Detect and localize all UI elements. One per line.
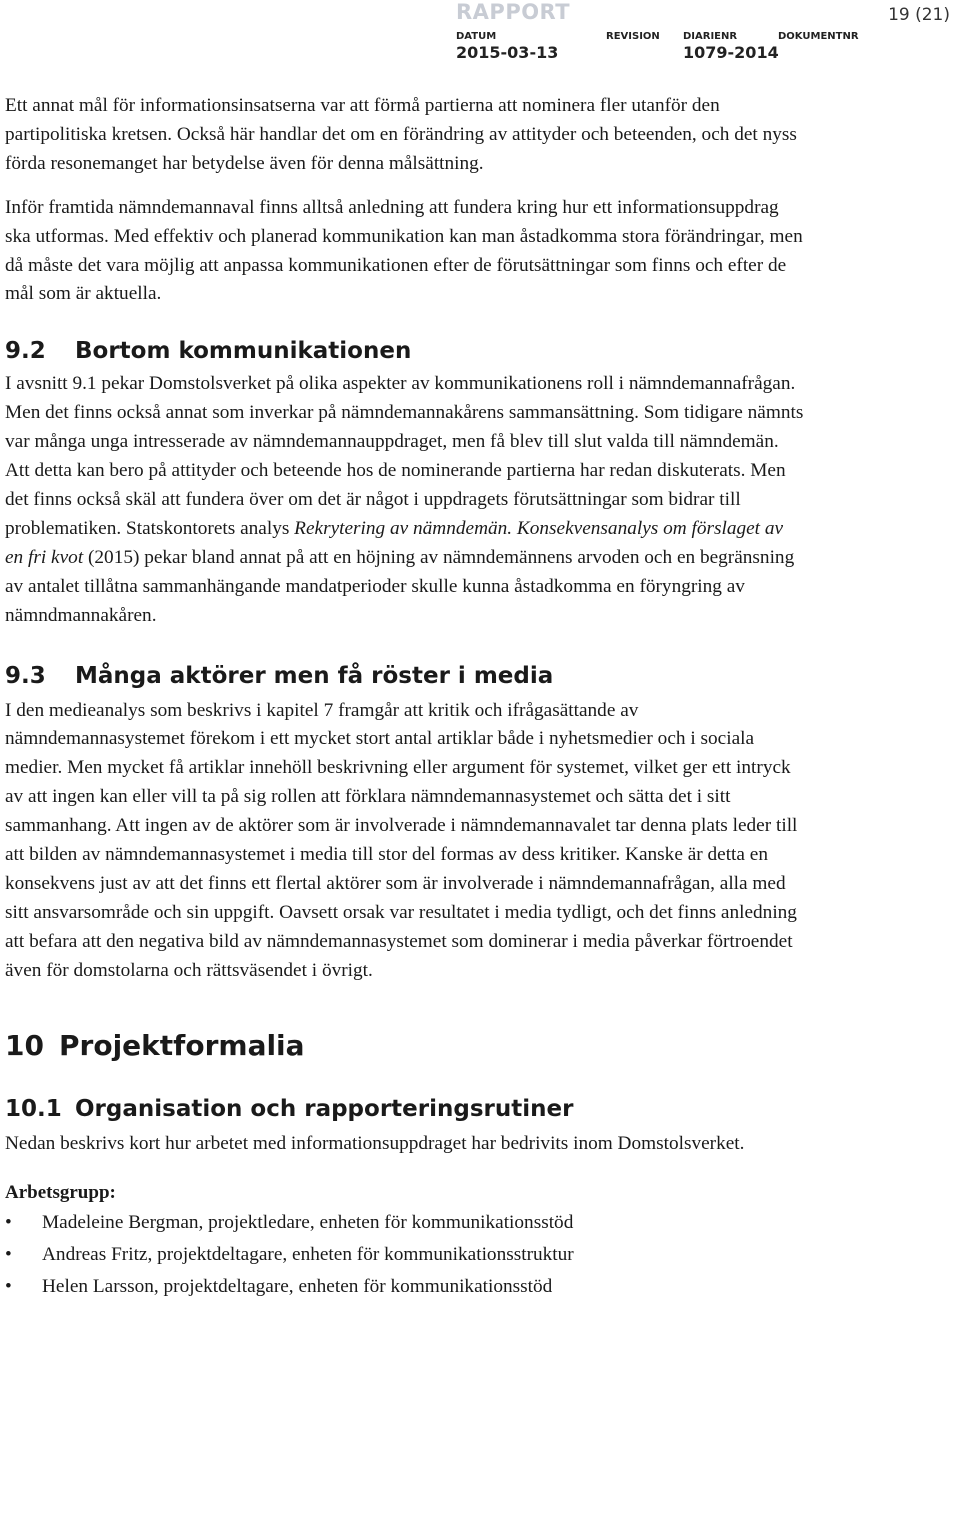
diarienr-label: DIARIENR [683, 31, 738, 42]
paragraph-3-italic-title: Rekrytering av nämndemän. Konsekvensanalys om förslaget av en fri kvot [5, 517, 784, 568]
paragraph-5: Nedan beskrivs kort hur arbetet med informationsuppdraget har bedrivits inom Domstolsverket. [5, 1132, 745, 1154]
group-label: Arbetsgrupp: [5, 1182, 116, 1204]
section-number: 10.1 [5, 1095, 62, 1122]
diarienr-value: 1079-2014 [683, 43, 779, 62]
section-number: 9.3 [5, 662, 46, 689]
section-title: Bortom kommunikationen [75, 338, 412, 365]
chapter-title: Projektformalia [59, 1028, 305, 1062]
section-title: Många aktörer men få röster i media [75, 662, 554, 689]
report-title: RAPPORT [456, 0, 571, 24]
dokumentnr-label: DOKUMENTNR [778, 31, 859, 42]
revision-label: REVISION [606, 31, 660, 42]
document-body [5, 92, 805, 1303]
section-number: 9.2 [5, 338, 46, 365]
member-text: Andreas Fritz, projektdeltagare, enheten för kommunikationsstruktur [42, 1244, 574, 1266]
datum-label: DATUM [456, 31, 497, 42]
list-item [5, 1271, 805, 1303]
paragraph-1: Ett annat mål för informationsinsatserna var att förmå partierna att nominera fler utanför den partipolitiska kretsen. Också här handlar det om en förändring av attityder och beteenden, och det nyss förda resonemanget har betydelse även för denna målsättning. [5, 95, 797, 174]
section-heading-9-3 [5, 661, 805, 691]
paragraph-3 [5, 370, 805, 630]
paragraph-3-text-b: (2015) pekar bland annat på att en höjning av nämndemännens arvoden och en begränsning av antalet tillåtna sammanhängande mandatperioder skulle kunna åstadkomma en föryngring av nämndmannakåren. [5, 546, 795, 626]
member-list [5, 1207, 805, 1303]
section-title: Organisation och rapporteringsrutiner [75, 1095, 574, 1122]
section-heading-9-2 [5, 336, 805, 366]
paragraph-4: I den medieanalys som beskrivs i kapitel 7 framgår att kritik och ifrågasättande av nämndemannasystemet förekom i ett mycket stort antal artiklar både i nyhetsmedier och i sociala medier. Men mycket få artiklar innehöll beskrivning eller argument för systemet, vilket ger ett intryck av att ingen kan eller vill ta på sig rollen att förklara nämndemannasystemet och sätta det i sitt sammanhang. Att ingen av de aktörer som är involverade i nämndemannavalet tar denna plats leder till att bilden av nämndemannasystemet i media till stor del formas av dess kritiker. Kanske är detta en konsekvens just av att det finns ett flertal aktörer som är involverade i nämndemannafrågan, alla med sitt ansvarsområde och sin uppgift. Oavsett orsak var resultatet i media tydligt, och det finns anledning att befara att den negativa bild av nämndemannasystemet som dominerar i media påverkar förtroendet även för domstolarna och rättsväsendet i övrigt. [5, 699, 798, 981]
datum-value: 2015-03-13 [456, 43, 559, 62]
section-heading-10-1 [5, 1094, 805, 1124]
paragraph-2: Inför framtida nämndemannaval finns alltså anledning att fundera kring hur ett informationsuppdrag ska utformas. Med effektiv och planerad kommunikation kan man åstadkomma stora förändringar, men då måste det vara möjlig att anpassa kommunikationen efter de förutsättningar som finns och efter de mål som är aktuella. [5, 196, 803, 305]
chapter-number: 10 [5, 1028, 44, 1062]
page-number: 19 (21) [888, 5, 950, 25]
member-text: Madeleine Bergman, projektledare, enheten för kommunikationsstöd [42, 1212, 574, 1234]
list-item [5, 1239, 805, 1271]
member-text: Helen Larsson, projektdeltagare, enheten för kommunikationsstöd [42, 1276, 553, 1298]
list-item [5, 1207, 805, 1239]
bullet-icon: • [5, 1276, 12, 1298]
paragraph-3-text-a: I avsnitt 9.1 pekar Domstolsverket på olika aspekter av kommunikationens roll i nämndemannafrågan. Men det finns också annat som inverkar på nämndemannakårens sammansättning. Som tidigare nämnts var många unga intresserade av nämndemannauppdraget, men få blev till slut valda till nämndemän. Att detta kan bero på attityder och beteende hos de nominerande partierna har redan diskuterats. Men det finns också skäl att fundera över om det är något i uppdragets förutsättningar som bidrar till problematiken. Statskontorets analys [5, 373, 804, 539]
bullet-icon: • [5, 1244, 12, 1266]
bullet-icon: • [5, 1212, 12, 1234]
chapter-heading-10 [5, 1028, 805, 1064]
